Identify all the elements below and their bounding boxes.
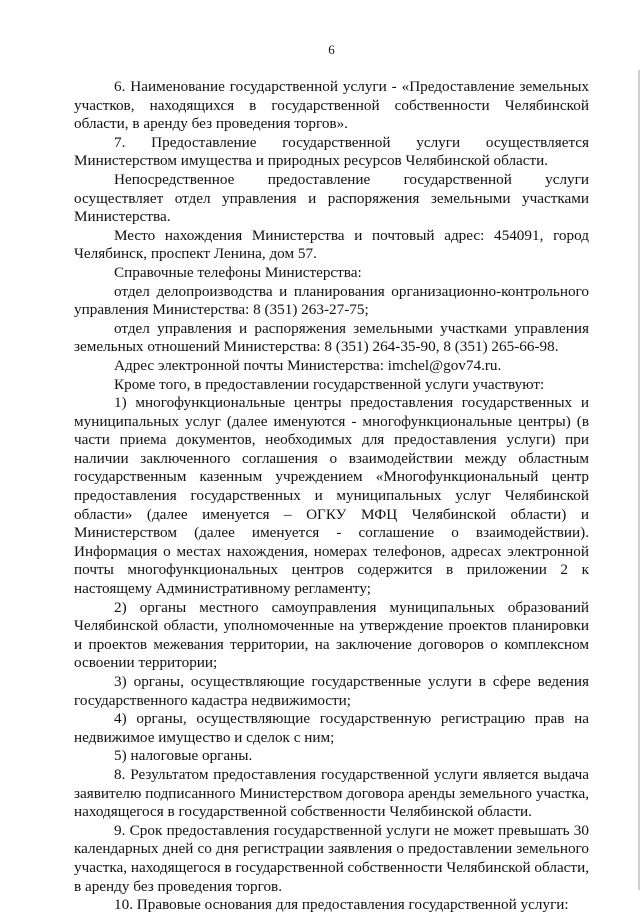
- paragraph-legal-basis: 10. Правовые основания для предоставления государственной услуги:: [114, 896, 569, 914]
- page-number: 6: [328, 42, 335, 57]
- paragraph-direct-provider: Непосредственное предоставление государственной услуги осуществляет отдел управления и распоряжения земельными участками Министерства.: [74, 170, 589, 226]
- paragraph-address: Место нахождения Министерства и почтовый адрес: 454091, город Челябинск, проспект Ленина, дом 57.: [74, 226, 589, 263]
- list-item-tax: 5) налоговые органы.: [114, 747, 253, 765]
- paragraph-phone-land-dept: отдел управления и распоряжения земельными участками управления земельных отношений Министерства: 8 (351) 264-35-90, 8 (351) 265-66-98.: [74, 319, 589, 356]
- list-item-registration: 4) органы, осуществляющие государственную регистрацию прав на недвижимое имущество и сделок с ним;: [74, 710, 589, 746]
- paragraph-phones-heading: Справочные телефоны Министерства:: [114, 263, 362, 281]
- list-item-mfc: 1) многофункциональные центры предоставления государственных и муниципальных услуг (далее именуются - многофункциональные центры) (в части приема документов, необходимых для предоставления услуги) при наличии заключенного соглашения о взаимодействии между областным государственным казенным учреждением «Многофункциональный центр предоставления государственных и муниципальных услуг Челябинской области» (далее именуется – ОГКУ МФЦ Челябинской области) и Министерством (далее именуется - соглашение о взаимодействии). Информация о местах нахождения, номерах телефонов, адресах электронной почты многофункциональных центров содержится в приложении 2 к настоящему Административному регламенту;: [74, 394, 589, 598]
- list-item-local-government: 2) органы местного самоуправления муниципальных образований Челябинской области, уполномоченные на утверждение проектов планировки и проектов межевания территории, на заключение договоров о комплексном освоении территории;: [74, 598, 589, 672]
- paragraph-provider: 7. Предоставление государственной услуги осуществляется Министерством имущества и природных ресурсов Челябинской области.: [74, 133, 589, 170]
- document-body: [74, 78, 589, 915]
- paragraph-participants-heading: Кроме того, в предоставлении государственной услуги участвуют:: [114, 375, 545, 393]
- paragraph-email: Адрес электронной почты Министерства: imchel@gov74.ru.: [114, 356, 502, 374]
- paragraph-service-name: 6. Наименование государственной услуги - «Предоставление земельных участков, находящихся в государственной собственности Челябинской области, в аренду без проведения торгов».: [74, 78, 589, 133]
- paragraph-term: 9. Срок предоставления государственной услуги не может превышать 30 календарных дней со дня регистрации заявления о предоставлении земельного участка, находящегося в государственной собственности Челябинской области, в аренду без проведения торгов.: [74, 821, 589, 895]
- list-item-cadastre: 3) органы, осуществляющие государственные услуги в сфере ведения государственного кадастра недвижимости;: [74, 673, 589, 709]
- paragraph-result: 8. Результатом предоставления государственной услуги является выдача заявителю подписанного Министерством договора аренды земельного участка, находящегося в государственной собственности Челябинской области.: [74, 765, 589, 821]
- paragraph-phone-office: отдел делопроизводства и планирования организационно-контрольного управления Министерства: 8 (351) 263-27-75;: [74, 282, 589, 319]
